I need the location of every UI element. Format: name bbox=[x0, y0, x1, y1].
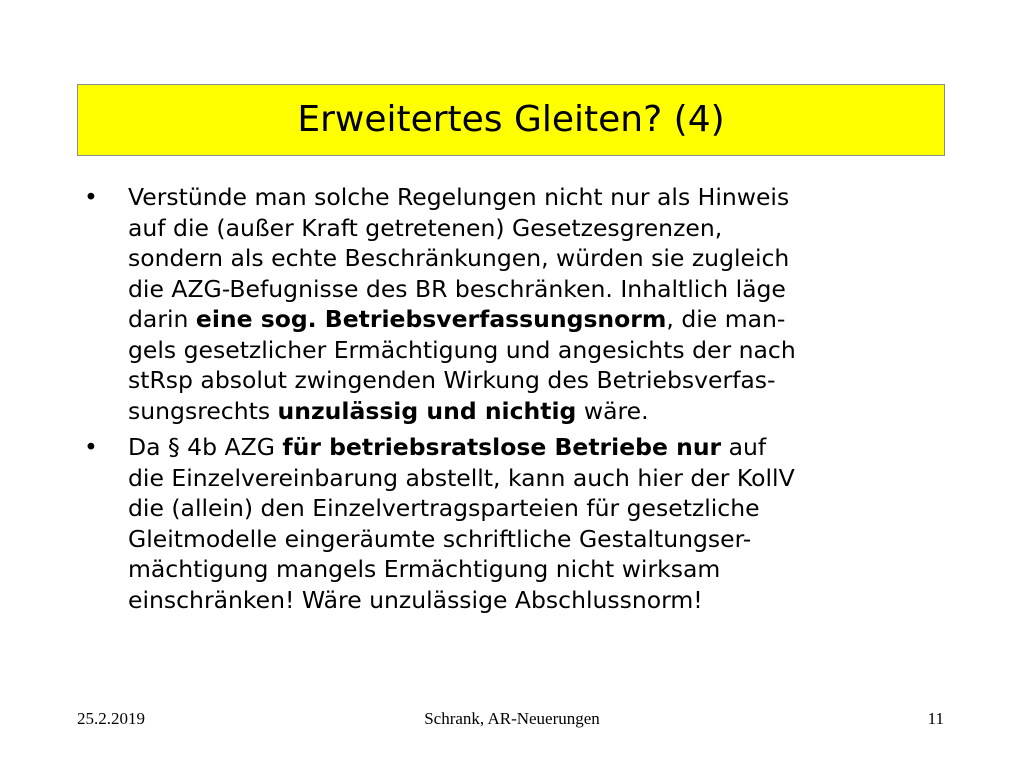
slide-content bbox=[84, 182, 944, 621]
slide-title-box bbox=[77, 84, 945, 156]
bullet-line bbox=[128, 274, 944, 305]
text-segment: gels gesetzlicher Ermächtigung und angesichts der nach bbox=[128, 335, 796, 364]
bullet-line bbox=[128, 432, 944, 463]
text-segment: die AZG-Befugnisse des BR beschränken. Inhaltlich läge bbox=[128, 274, 786, 303]
bullet-item bbox=[84, 182, 944, 426]
text-segment: stRsp absolut zwingenden Wirkung des Betriebsverfas- bbox=[128, 366, 776, 394]
text-segment: einschränken! Wäre unzulässige Abschlussnorm! bbox=[128, 585, 703, 614]
text-segment: Verstünde man solche Regelungen nicht nur als Hinweis bbox=[128, 183, 790, 211]
bullet-line bbox=[128, 396, 944, 427]
text-segment: mächtigung mangels Ermächtigung nicht wirksam bbox=[128, 555, 721, 583]
text-segment: auf bbox=[721, 433, 767, 461]
bullet-line bbox=[128, 463, 944, 494]
text-segment: , die man- bbox=[666, 305, 786, 333]
bullet-item bbox=[84, 432, 944, 615]
bullet-text bbox=[128, 432, 944, 615]
footer-date: 25.2.2019 bbox=[77, 709, 145, 728]
emphasized-text: unzulässig und nichtig bbox=[277, 396, 577, 425]
bullet-marker: • bbox=[84, 183, 98, 211]
bullet-line bbox=[128, 493, 944, 524]
emphasized-text: für betriebsratslose Betriebe nur bbox=[282, 433, 722, 461]
bullet-line bbox=[128, 304, 944, 335]
footer-center-text: Schrank, AR-Neuerungen bbox=[424, 709, 600, 728]
footer-page-number: 11 bbox=[927, 709, 944, 728]
bullet-text bbox=[128, 182, 944, 426]
bullet-line bbox=[128, 524, 944, 555]
emphasized-text: eine sog. Betriebsverfassungsnorm bbox=[195, 305, 667, 333]
text-segment: die Einzelvereinbarung abstellt, kann auch hier der KollV bbox=[128, 463, 795, 492]
text-segment: auf die (außer Kraft getretenen) Gesetzesgrenzen, bbox=[128, 213, 723, 242]
text-segment: Gleitmodelle eingeräumte schriftliche Gestaltungser- bbox=[128, 524, 752, 553]
bullet-line bbox=[128, 182, 944, 213]
text-segment: wäre. bbox=[576, 396, 649, 425]
text-segment: sungsrechts bbox=[128, 396, 278, 425]
slide-title: Erweitertes Gleiten? (4) bbox=[297, 99, 725, 140]
bullet-line bbox=[128, 365, 944, 396]
bullet-line bbox=[128, 335, 944, 366]
bullet-marker: • bbox=[84, 433, 98, 461]
text-segment: Da § 4b AZG bbox=[128, 433, 283, 461]
bullet-line bbox=[128, 213, 944, 244]
bullet-line bbox=[128, 243, 944, 274]
text-segment: darin bbox=[128, 305, 196, 333]
text-segment: die (allein) den Einzelvertragsparteien für gesetzliche bbox=[128, 494, 760, 522]
text-segment: sondern als echte Beschränkungen, würden sie zugleich bbox=[128, 244, 790, 272]
bullet-line bbox=[128, 585, 944, 616]
bullet-line bbox=[128, 554, 944, 585]
